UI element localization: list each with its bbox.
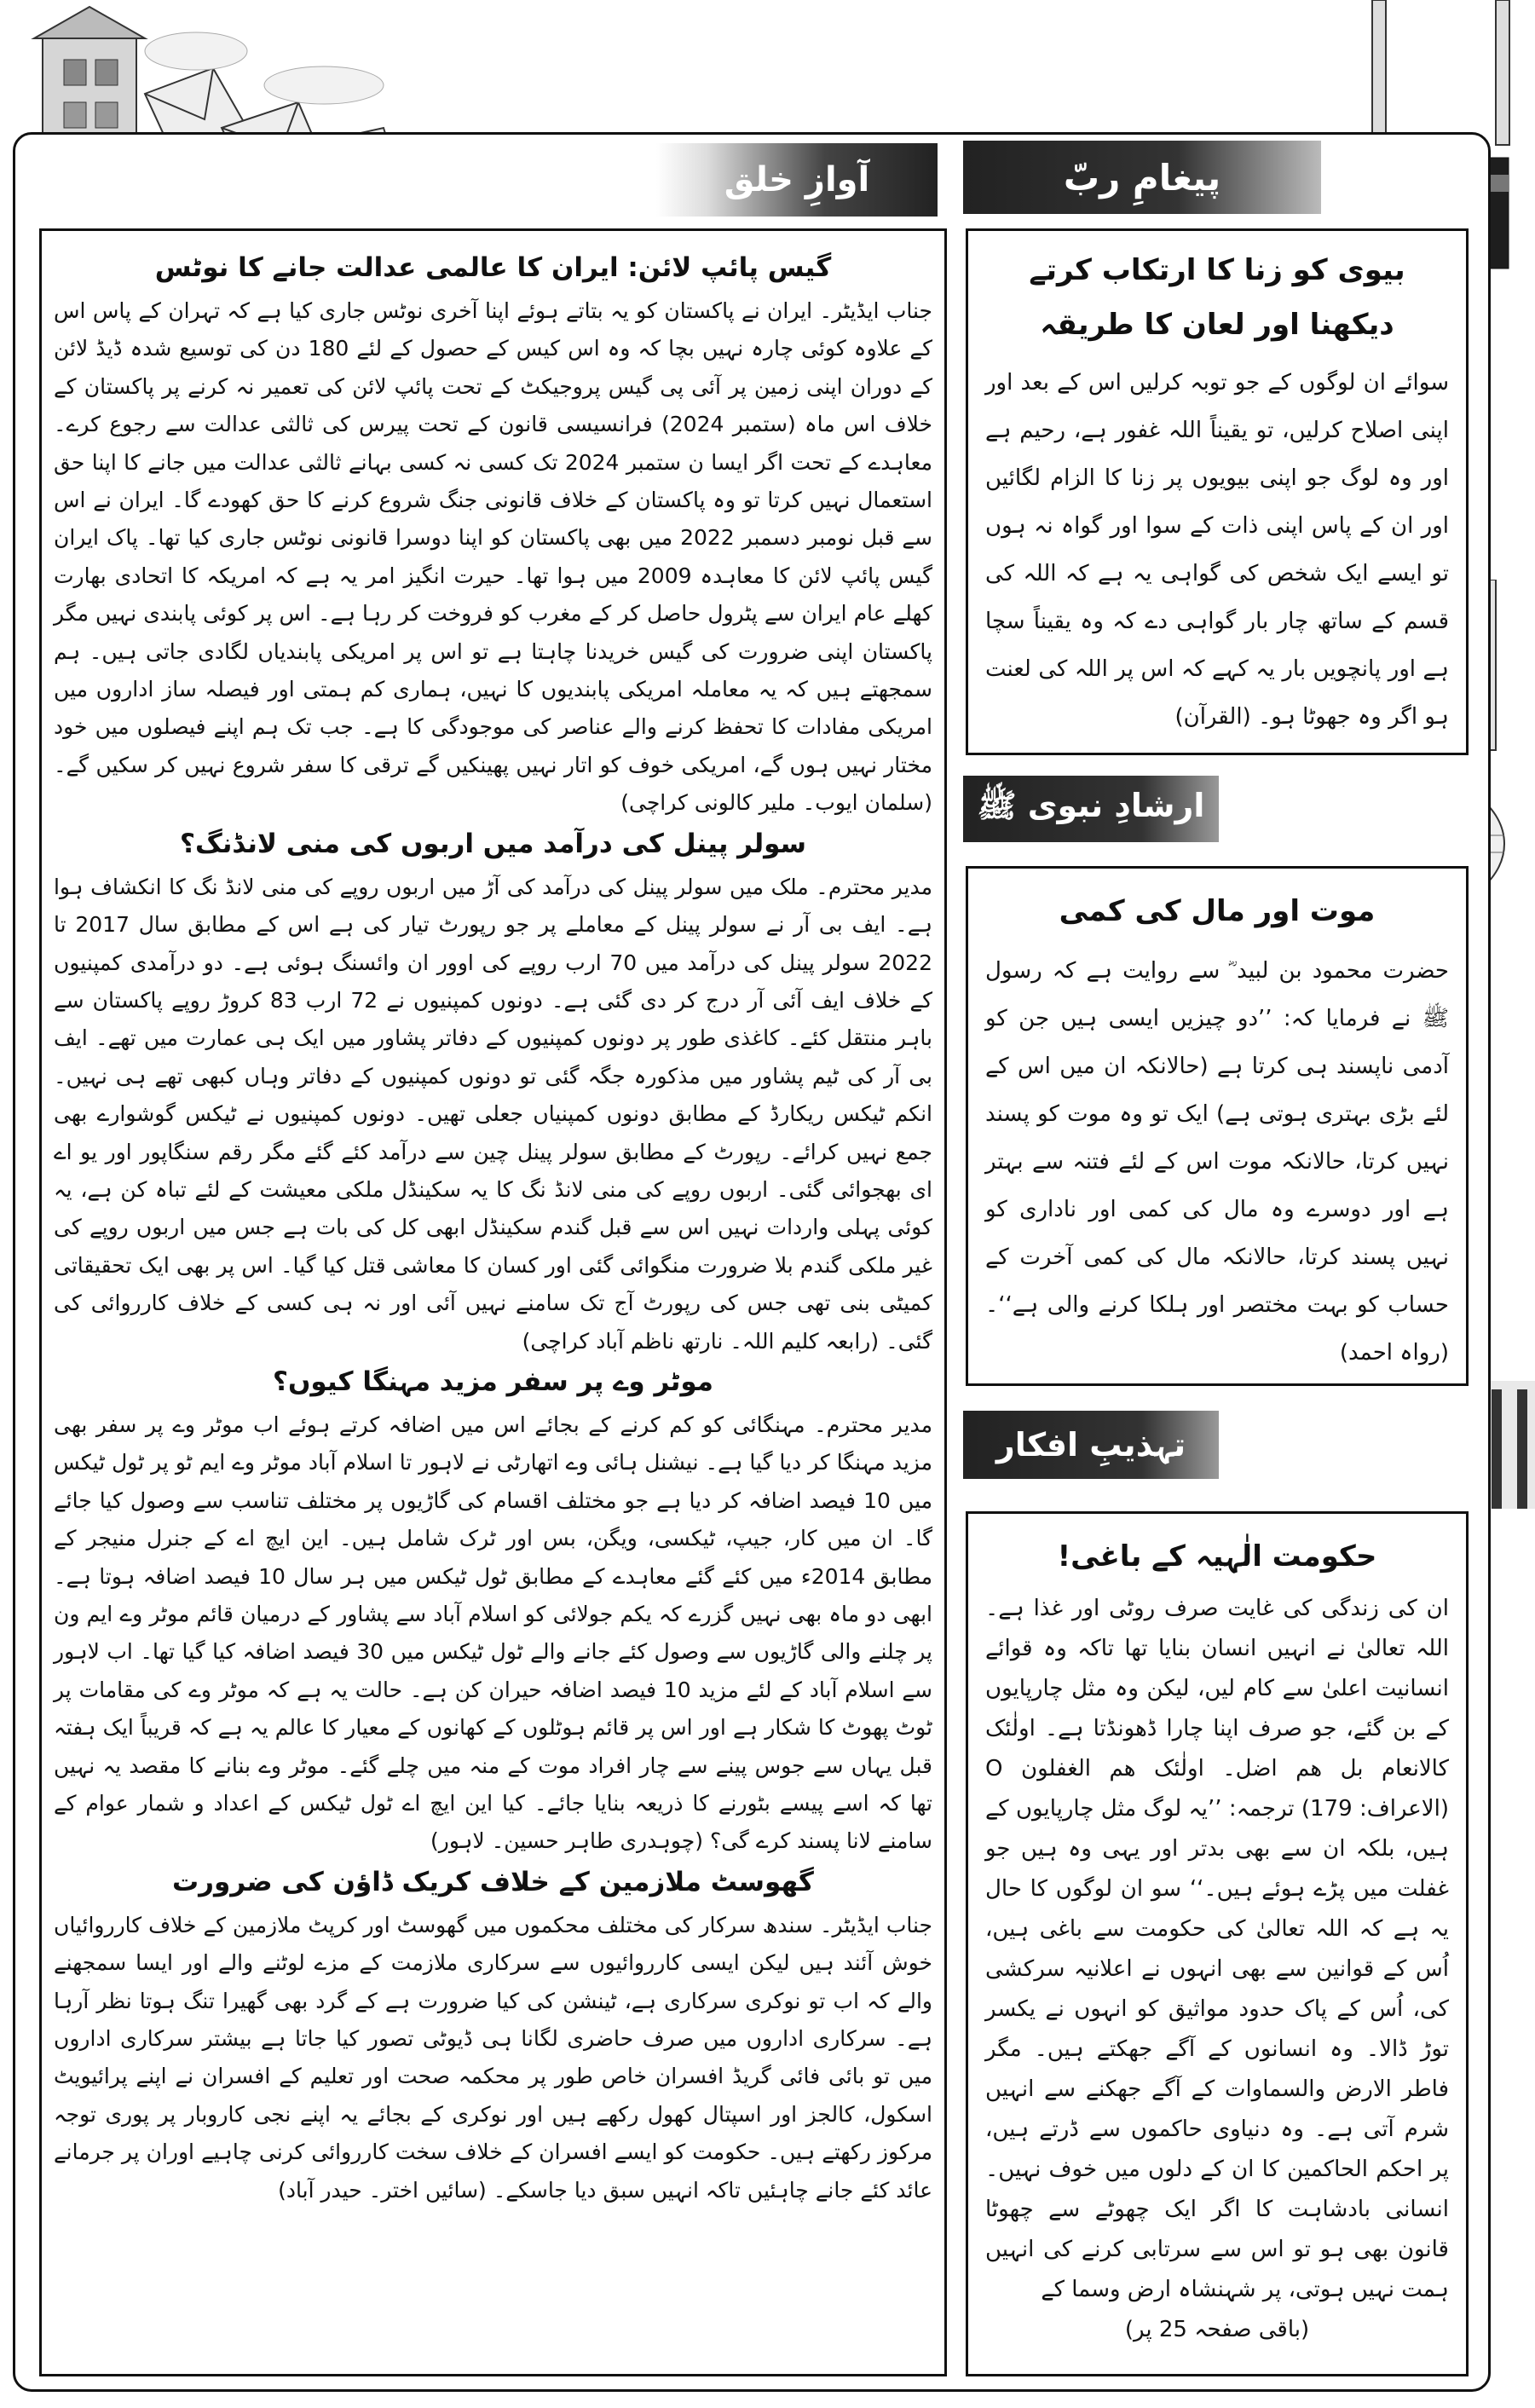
quran-body-wrap [985,359,1449,741]
letter-item [54,1362,932,1861]
letter-body: جناب ایڈیٹر۔ سندھ سرکار کی مختلف محکموں میں گھوسٹ اور کرپٹ ملازمین کے خلاف کارروائیاں خوش آئند ہیں لیکن ایسی کارروائیوں سے سرکاری ملازمت کے مزے لوٹنے والے اور ایسا سمجھنے والے کہ اب تو نوکری سرکاری ہے، ٹینشن کی کیا ضرورت ہے کے گرد بھی گھیرا تنگ ہوتا نظر آرہا ہے۔ سرکاری اداروں میں صرف حاضری لگانا ہی ڈیوٹی تصور کیا جاتا ہے بیشتر سرکاری اداروں میں تو بائی فائی گریڈ افسران خاص طور پر محکمہ صحت اور تعلیم کے افسران نے اپنے پرائیویٹ اسکول، کالجز اور اسپتال کھول رکھے ہیں اور نوکری کے بجائے یہ اپنے نجی کاروبار پر پوری توجہ مرکوز رکھتے ہیں۔ حکومت کو ایسے افسران کے خلاف سخت کارروائی کرنی چاہیے اوران پر جرمانے عائد کئے جانے چاہئیں تاکہ انہیں سبق دیا جاسکے۔ [54,1912,932,2203]
hadith-source: (رواہ احمد) [1339,1340,1449,1366]
quran-source: (القرآن) [1174,704,1251,730]
quran-title: بیوی کو زنا کا ارتکاب کرتے دیکھنا اور لعان کا طریقہ [1029,253,1405,342]
letters-column [39,228,947,2376]
hadith-body: حضرت محمود بن لبید ؓ سے روایت ہے کہ رسول ﷺ نے فرمایا کہ: ’’دو چیزیں ایسی ہیں جن کو آدمی ناپسند ہی کرتا ہے (حالانکہ ان میں اس کے لئے بڑی بہتری ہوتی ہے) ایک تو وہ موت کو پسند نہیں کرتا، حالانکہ موت اس کے لئے فتنہ سے بہتر ہے اور دوسرے وہ مال کی کمی اور ناداری کو نہیں پسند کرتا، حالانکہ مال کی کمی آخرت کے حساب کو بہت مختصر اور ہلکا کرنے والی ہے‘‘۔ [985,958,1449,1318]
tahzeeb-continued-wrap [985,2310,1449,2350]
letter-body: مدیر محترم۔ مہنگائی کو کم کرنے کے بجائے اس میں اضافہ کرتے ہوئے اب موٹر وے پر سفر بھی مزید مہنگا کر دیا گیا ہے۔ نیشنل ہائی وے اتھارٹی نے لاہور تا اسلام آباد موٹر وے ایم ٹو پر ٹول ٹیکس میں 10 فیصد اضافہ کر دیا ہے جو مختلف اقسام کی گاڑیوں پر مختلف تناسب سے وصول کیا جائے گا۔ ان میں کار، جیپ، ٹیکسی، ویگن، بس اور ٹرک شامل ہیں۔ این ایچ اے کے جنرل منیجر کے مطابق 2014ء میں کئے گئے معاہدے کے مطابق ٹول ٹیکس میں ہر سال 10 فیصد اضافہ ہوتا ہے۔ ابھی دو ماہ بھی نہیں گزرے کہ یکم جولائی کو اسلام آباد سے پشاور کے درمیان قائم موٹر وے ایم ون پر چلنے والی گاڑیوں سے وصول کئے جانے والے ٹول ٹیکس میں 30 فیصد اضافہ کیا گیا تھا۔ اب لاہور سے اسلام آباد کے لئے مزید 10 فیصد اضافہ حیران کن ہے۔ حالت یہ ہے کہ موٹر وے کی مقامات پر ٹوٹ پھوٹ کا شکار ہے اور اس پر قائم ہوٹلوں کے کھانوں کے معیار کا عالم یہ ہے کہ قریباً ایک ہفتہ قبل یہاں سے جوس پینے سے چار افراد موت کے منہ میں چلے گئے۔ موٹر وے بنانے کا مقصد یہ نہیں تھا کہ اسے پیسے بٹورنے کا ذریعہ بنایا جائے۔ کیا این ایچ اے ٹول ٹیکس کے اعداد و شمار عوام کے سامنے لانا پسند کرے گی؟ [54,1412,933,1854]
letters-section-title: آوازِ خلق [724,160,870,199]
quran-box [966,228,1469,755]
letter-signature: (رابعہ کلیم اللہ۔ نارتھ ناظم آباد کراچی) [522,1328,880,1354]
hadith-section-title: ارشادِ نبوی ﷺ [977,786,1205,824]
hadith-box [966,866,1469,1386]
quran-section-title: پیغامِ ربّ [1063,156,1221,199]
quran-section-tab [963,141,1321,214]
letter-item [54,248,932,823]
hadith-title: موت اور مال کی کمی [1059,894,1376,928]
tahzeeb-box [966,1511,1469,2376]
letter-body: جناب ایڈیٹر۔ ایران نے پاکستان کو یہ بتاتے ہوئے اپنا آخری نوٹس جاری کیا ہے کہ تہران کے پاس اس کے علاوہ کوئی چارہ نہیں بچا کہ وہ اس کیس کے حصول کے لئے 180 دن کی توسیع شدہ ڈیڈ لائن کے دوران اپنی زمین پر آئی پی گیس پروجیکٹ کے تحت پائپ لائن کی تعمیر نہ کرنے پر پاکستان کے خلاف اس ماہ (ستمبر 2024) فرانسیسی قانون کے تحت پیرس کی ثالثی عدالت سے رجوع کرے۔ معاہدے کے تحت اگر ایسا ن ستمبر 2024 تک کسی نہ کسی بہانے ثالثی عدالت میں جانے کا اپنا حق استعمال نہیں کرتا تو وہ پاکستان کے خلاف قانونی جنگ شروع کرنے کا حق کھودے گا۔ ایران نے اس سے قبل نومبر دسمبر 2022 میں بھی پاکستان کو اپنا دوسرا قانونی نوٹس جاری کیا تھا۔ پاک ایران گیس پائپ لائن کا معاہدہ 2009 میں ہوا تھا۔ حیرت انگیز امر یہ ہے کہ امریکہ کا اتحادی بھارت کھلے عام ایران سے پٹرول حاصل کر کے مغرب کو فروخت کر رہا ہے۔ اس پر کوئی پابندی نہیں مگر پاکستان اپنی ضرورت کی گیس خریدنا چاہتا ہے تو اس پر امریکی پابندیاں لگادی جاتی ہیں۔ ہم سمجھتے ہیں کہ یہ معاملہ امریکی پابندیوں کا نہیں، ہماری کم ہمتی اور فیصلہ ساز اداروں میں امریکی مفادات کا تحفظ کرنے والے عناصر کی موجودگی کا ہے۔ جب تک ہم اپنے فیصلوں میں خود مختار نہیں ہوں گے، امریکی خوف کو اتار نہیں پھینکیں گے ترقی کا سفر شروع نہیں کر سکیں گے۔ [54,298,933,777]
letter-headline: گھوسٹ ملازمین کے خلاف کریک ڈاؤن کی ضرورت [172,1866,814,1897]
letter-headline: سولر پینل کی درآمد میں اربوں کی منی لانڈنگ؟ [179,828,807,859]
letter-item [54,1862,932,2209]
tahzeeb-body-wrap [985,1589,1449,2310]
quran-body: سوائے ان لوگوں کے جو توبہ کرلیں اس کے بعد اور اپنی اصلاح کرلیں، تو یقیناً اللہ غفور ہے، رحیم ہے اور وہ لوگ جو اپنی بیویوں پر زنا کا الزام لگائیں اور ان کے پاس اپنی ذات کے سوا اور گواہ نہ ہوں تو ایسے ایک شخص کی گواہی یہ ہے کہ اللہ کی قسم کے ساتھ چار بار گواہی دے کہ وہ یقیناً سچا ہے اور پانچویں بار یہ کہے کہ اس پر اللہ کی لعنت ہو اگر وہ جھوٹا ہو۔ [985,370,1449,730]
letter-body: مدیر محترم۔ ملک میں سولر پینل کی درآمد کی آڑ میں اربوں روپے کی منی لانڈ نگ کا انکشاف ہوا ہے۔ ایف بی آر نے سولر پینل کے معاملے پر جو رپورٹ تیار کی ہے اس کے مطابق سال 2017 تا 2022 سولر پینل کی درآمد میں 70 ارب روپے کی اوور ان وائسنگ ہوئی ہے۔ دو درآمدی کمپنیوں کے خلاف ایف آئی آر درج کر دی گئی ہے۔ دونوں کمپنیوں نے 72 ارب 83 کروڑ روپے پاکستان سے باہر منتقل کئے۔ کاغذی طور پر دونوں کمپنیوں کے دفاتر پشاور میں ایک ہی عمارت میں تھے۔ ایف بی آر کی ٹیم پشاور میں مذکورہ جگہ گئی تو دونوں کمپنیوں کے دفاتر وہاں کبھی تھے ہی نہیں۔ انکم ٹیکس ریکارڈ کے مطابق دونوں کمپنیاں جعلی تھیں۔ دونوں کمپنیوں نے ٹیکس گوشوارے بھی جمع نہیں کرائے۔ رپورٹ کے مطابق سولر پینل چین سے درآمد کئے گئے مگر رقم سنگاپور اور یو اے ای بھجوائی گئی۔ اربوں روپے کی منی لانڈ نگ کا یہ سکینڈل ملکی معیشت کے لئے تباہ کن ہے، یہ کوئی پہلی واردات نہیں اس سے قبل گندم سکینڈل ابھی کل کی بات ہے جس میں اربوں روپے کی غیر ملکی گندم بلا ضرورت منگوائی گئی اور کسان کا معاشی قتل کیا گیا۔ اس پر بھی ایک تحقیقاتی کمیٹی بنی تھی جس کی رپورٹ آج تک سامنے نہیں آئی اور نہ ہی کسی کے خلاف کارروائی کی گئی۔ [54,874,932,1354]
tahzeeb-body: ان کی زندگی کی غایت صرف روٹی اور غذا ہے۔ اللہ تعالیٰ نے انہیں انسان بنایا تھا تاکہ وہ قوائے انسانیت اعلیٰ سے کام لیں، لیکن وہ مثل چارپایوں کے بن گئے، جو صرف اپنا چارا ڈھونڈتا ہے۔ اولٰئک کالانعام بل ھم اضل۔ اولٰئک ھم الغفلون O (الاعراف: 179) ترجمہ: ’’یہ لوگ مثل چارپایوں کے ہیں، بلکہ ان سے بھی بدتر اور یہی وہ ہیں جو غفلت میں پڑے ہوئے ہیں۔‘‘ سو ان لوگوں کا حال یہ ہے کہ اللہ تعالیٰ کی حکومت سے باغی ہیں، اُس کے قوانین سے بھی انہوں نے اعلانیہ سرکشی کی، اُس کے پاک حدود مواثیق کو انہوں نے یکسر توڑ ڈالا۔ وہ انسانوں کے آگے جھکتے ہیں۔ مگر فاطر الارض والسماوات کے آگے جھکنے سے انہیں شرم آتی ہے۔ وہ دنیاوی حاکموں سے ڈرتے ہیں، پر احکم الحاکمین کا ان کے دلوں میں خوف نہیں۔ انسانی بادشاہت کا اگر ایک چھوٹے سے چھوٹا قانون بھی ہو تو اس سے سرتابی کرنے کی انہیں ہمت نہیں ہوتی، پر شہنشاہ ارض وسما کے [985,1596,1449,2302]
letter-headline: موٹر وے پر سفر مزید مہنگا کیوں؟ [272,1366,713,1397]
letter-signature: (چوہدری طاہر حسین۔ لاہور) [430,1828,703,1854]
hadith-body-wrap [985,947,1449,1377]
hadith-section-tab [963,776,1219,842]
tahzeeb-section-tab [963,1411,1219,1479]
letter-item [54,824,932,1360]
letter-signature: (سلمان ایوب۔ ملیر کالونی کراچی) [620,790,932,816]
letter-headline: گیس پائپ لائن: ایران کا عالمی عدالت جانے کا نوٹس [154,252,832,283]
letters-section-tab [656,143,938,217]
tahzeeb-title: حکومت الٰہیہ کے باغی! [1057,1539,1377,1574]
tahzeeb-continued: (باقی صفحہ 25 پر) [1124,2317,1310,2342]
tahzeeb-section-title: تہذیبِ افکار [995,1426,1186,1464]
letter-signature: (سائیں اختر۔ حیدر آباد) [278,2177,487,2203]
